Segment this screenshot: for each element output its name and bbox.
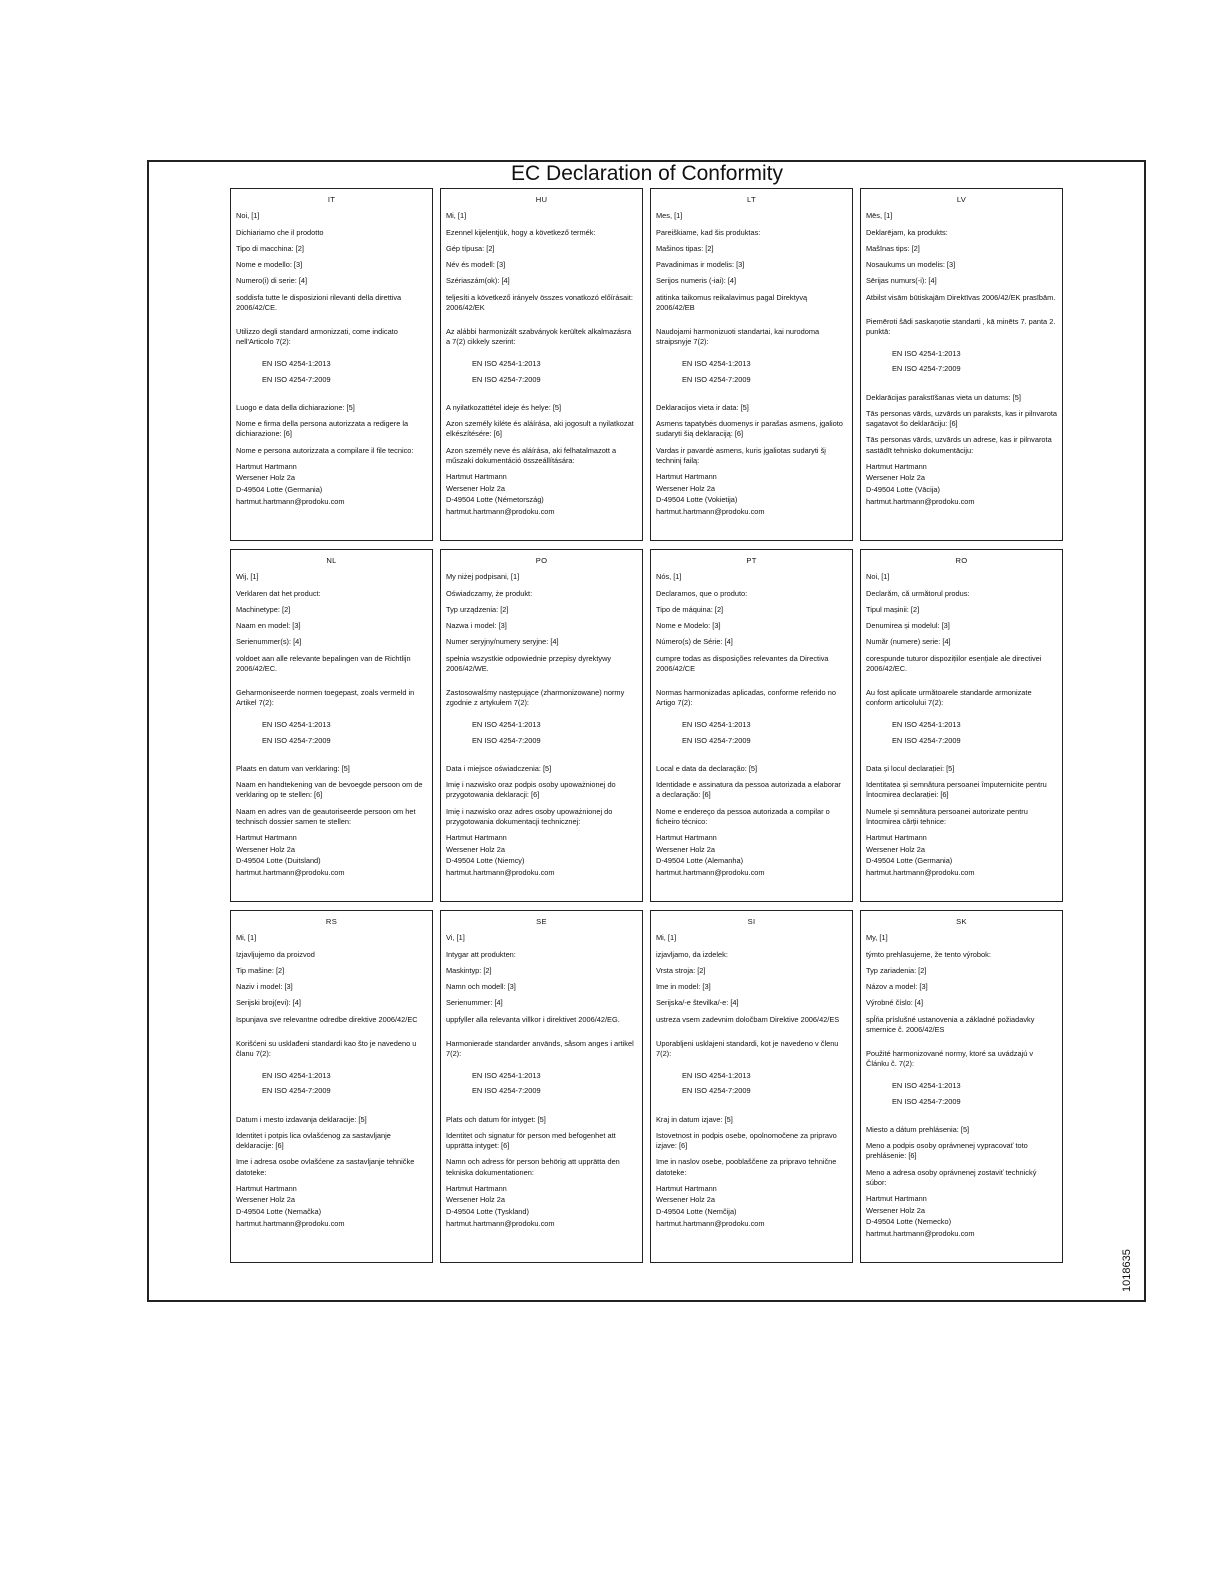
standard-item: EN ISO 4254-7:2009 bbox=[262, 735, 331, 745]
declaration-line: Identitet i potpis lica ovlašćenog za sastavljanje deklaracije: [6] bbox=[236, 1130, 391, 1151]
standard-item: EN ISO 4254-7:2009 bbox=[472, 374, 541, 384]
standards-list bbox=[866, 720, 1057, 745]
declaration-line: Harmonierade standarder används, såsom anges i artikel 7(2): bbox=[446, 1038, 634, 1058]
language-code: HU bbox=[535, 195, 548, 204]
declaration-line: Serijska/-e številka/-e: [4] bbox=[656, 998, 739, 1008]
contact-line: D-49504 Lotte (Alemanha) bbox=[656, 856, 744, 866]
language-code: LV bbox=[956, 195, 967, 204]
declaration-line: soddisfa tutte le disposizioni rilevanti della direttiva 2006/42/CE. bbox=[236, 292, 402, 312]
declaration-line: Zastosowalśmy następujące (zharmonizowane) normy zgodnie z artykułem 7(2): bbox=[446, 688, 625, 708]
declaration-line: Naam en model: [3] bbox=[236, 621, 301, 631]
standard-item: EN ISO 4254-7:2009 bbox=[472, 1086, 541, 1096]
contact-block bbox=[236, 462, 427, 507]
declaration-line: Nome e endereço da pessoa autorizada a compilar o ficheiro técnico: bbox=[656, 806, 830, 826]
contact-line: D-49504 Lotte (Németország) bbox=[446, 495, 544, 505]
contact-line: Hartmut Hartmann bbox=[866, 1193, 927, 1203]
contact-line: Hartmut Hartmann bbox=[446, 471, 507, 481]
standard-item: EN ISO 4254-1:2013 bbox=[472, 359, 541, 369]
standard-item: EN ISO 4254-7:2009 bbox=[682, 374, 751, 384]
declaration-line: voldoet aan alle relevante bepalingen van de Richtlijn 2006/42/EC. bbox=[236, 653, 411, 673]
contact-line: Wersener Holz 2a bbox=[656, 844, 716, 854]
declaration-line: Numero(i) di serie: [4] bbox=[236, 276, 308, 286]
contact-email: hartmut.hartmann@prodoku.com bbox=[656, 507, 765, 517]
declaration-line: Tip mašine: [2] bbox=[236, 965, 285, 975]
language-code: SI bbox=[747, 917, 756, 926]
standard-item: EN ISO 4254-7:2009 bbox=[262, 1086, 331, 1096]
declaration-line: Naziv i model: [3] bbox=[236, 982, 293, 992]
declaration-line: Nome e persona autorizzata a compilare il file tecnico: bbox=[236, 445, 414, 455]
standards-list bbox=[656, 359, 847, 384]
declaration-line: Tipul mașinii: [2] bbox=[866, 604, 920, 614]
declaration-line: Asmens tapatybės duomenys ir parašas asmens, įgalioto sudaryti šią deklaraciją: [6] bbox=[656, 419, 843, 439]
language-panel-nl bbox=[230, 549, 433, 902]
standards-list bbox=[236, 359, 427, 384]
declaration-line: Mašinos tipas: [2] bbox=[656, 243, 714, 253]
language-panel-pt bbox=[650, 549, 853, 902]
declaration-line: Local e data da declaração: [5] bbox=[656, 763, 758, 773]
declaration-line: Ispunjava sve relevantne odredbe direktive 2006/42/EC bbox=[236, 1014, 418, 1024]
contact-line: D-49504 Lotte (Nemecko) bbox=[866, 1217, 952, 1227]
declaration-line: Názov a model: [3] bbox=[866, 982, 928, 992]
language-panel-si bbox=[650, 910, 853, 1263]
standard-item: EN ISO 4254-1:2013 bbox=[682, 1071, 751, 1081]
language-panel-lt bbox=[650, 188, 853, 541]
language-code: IT bbox=[327, 195, 336, 204]
language-panels-grid bbox=[230, 188, 1058, 1296]
language-code: RS bbox=[325, 917, 338, 926]
declaration-line: Data și locul declarației: [5] bbox=[866, 763, 955, 773]
declaration-line: Geharmoniseerde normen toegepast, zoals vermeld in Artikel 7(2): bbox=[236, 688, 415, 708]
declaration-line: Meno a adresa osoby oprávnenej zostaviť technický súbor: bbox=[866, 1167, 1037, 1187]
contact-block bbox=[236, 1184, 427, 1229]
declaration-line: Nome e Modelo: [3] bbox=[656, 621, 721, 631]
declaration-line: Mēs, [1] bbox=[866, 211, 893, 221]
contact-line: Hartmut Hartmann bbox=[656, 471, 717, 481]
contact-line: D-49504 Lotte (Vācija) bbox=[866, 485, 940, 495]
declaration-line: Azon személy neve és aláírása, aki felhatalmazott a műszaki dokumentáció összeállítására: bbox=[446, 445, 617, 465]
contact-line: D-49504 Lotte (Germania) bbox=[866, 856, 953, 866]
declaration-line: Número(s) de Série: [4] bbox=[656, 637, 733, 647]
declaration-line: Identitet och signatur för person med befogenhet att upprätta intyget: [6] bbox=[446, 1130, 616, 1151]
declaration-line: Declaramos, que o produto: bbox=[656, 588, 748, 598]
contact-block bbox=[446, 472, 637, 517]
declaration-line: Normas harmonizadas aplicadas, conforme referido no Artigo 7(2): bbox=[656, 688, 836, 708]
declaration-line: Naudojami harmonizuoti standartai, kai nurodoma straipsnyje 7(2): bbox=[656, 327, 820, 347]
declaration-line: Kraj in datum izjave: [5] bbox=[656, 1114, 733, 1124]
contact-line: Hartmut Hartmann bbox=[656, 1183, 717, 1193]
standard-item: EN ISO 4254-7:2009 bbox=[892, 1096, 961, 1106]
declaration-line: Serijski broj(evi): [4] bbox=[236, 998, 301, 1008]
declaration-line: corespunde tuturor dispozițiilor esențiale ale directivei 2006/42/EC. bbox=[866, 653, 1042, 673]
declaration-line: Noi, [1] bbox=[866, 572, 890, 582]
declaration-line: Imię i nazwisko oraz podpis osoby upoważnionej do przygotowania deklaracji: [6] bbox=[446, 780, 616, 800]
declaration-line: Serienummer(s): [4] bbox=[236, 637, 302, 647]
declaration-line: Nazwa i model: [3] bbox=[446, 621, 507, 631]
declaration-line: Typ zariadenia: [2] bbox=[866, 965, 927, 975]
contact-email: hartmut.hartmann@prodoku.com bbox=[866, 868, 975, 878]
contact-line: Hartmut Hartmann bbox=[236, 832, 297, 842]
contact-line: Wersener Holz 2a bbox=[236, 1195, 296, 1205]
standard-item: EN ISO 4254-1:2013 bbox=[892, 349, 961, 359]
contact-block bbox=[656, 833, 847, 878]
declaration-line: Numele și semnătura persoanei autorizate pentru întocmirea cărții tehnice: bbox=[866, 806, 1028, 826]
contact-block bbox=[446, 833, 637, 878]
contact-line: Hartmut Hartmann bbox=[866, 832, 927, 842]
declaration-line: Namn och adress för person behörig att upprätta den tekniska dokumentationen: bbox=[446, 1157, 620, 1177]
declaration-line: A nyilatkozattétel ideje és helye: [5] bbox=[446, 402, 562, 412]
declaration-line: Mes, [1] bbox=[656, 211, 683, 221]
declaration-line: izjavljamo, da izdelek: bbox=[656, 949, 728, 959]
declaration-line: Plats och datum för intyget: [5] bbox=[446, 1114, 546, 1124]
declaration-line: Verklaren dat het product: bbox=[236, 588, 321, 598]
declaration-line: Serijos numeris (-iai): [4] bbox=[656, 276, 737, 286]
contact-line: D-49504 Lotte (Nemčija) bbox=[656, 1207, 737, 1217]
contact-line: Wersener Holz 2a bbox=[446, 483, 506, 493]
language-code: PT bbox=[746, 556, 757, 565]
contact-line: Hartmut Hartmann bbox=[866, 461, 927, 471]
standard-item: EN ISO 4254-1:2013 bbox=[262, 720, 331, 730]
declaration-line: Identitatea și semnătura persoanei împuternicite pentru întocmirea declarației: [6] bbox=[866, 780, 1047, 800]
declaration-line: Deklarējam, ka produkts: bbox=[866, 227, 948, 237]
declaration-line: uppfyller alla relevanta villkor i direktivet 2006/42/EG. bbox=[446, 1014, 620, 1024]
standard-item: EN ISO 4254-1:2013 bbox=[472, 720, 541, 730]
standards-list bbox=[866, 349, 1057, 374]
standards-list bbox=[446, 1071, 637, 1096]
declaration-line: Vrsta stroja: [2] bbox=[656, 965, 706, 975]
declaration-line: Maskintyp: [2] bbox=[446, 965, 492, 975]
declaration-line: Izjavljujemo da proizvod bbox=[236, 949, 315, 959]
declaration-line: Pavadinimas ir modelis: [3] bbox=[656, 260, 745, 270]
declaration-line: Sērijas numurs(-i): [4] bbox=[866, 276, 937, 286]
declaration-line: Ime in model: [3] bbox=[656, 982, 711, 992]
contact-email: hartmut.hartmann@prodoku.com bbox=[236, 1218, 345, 1228]
declaration-line: Imię i nazwisko oraz adres osoby upoważnionej do przygotowania dokumentacji technicznej: bbox=[446, 806, 613, 826]
declaration-line: Naam en handtekening van de bevoegde persoon om de verklaring op te stellen: [6] bbox=[236, 780, 423, 800]
document-number bbox=[1113, 1248, 1153, 1296]
declaration-line: Tipo de máquina: [2] bbox=[656, 604, 724, 614]
declaration-line: týmto prehlasujeme, že tento výrobok: bbox=[866, 949, 991, 959]
standard-item: EN ISO 4254-1:2013 bbox=[262, 359, 331, 369]
language-code: SE bbox=[536, 917, 547, 926]
contact-line: Wersener Holz 2a bbox=[446, 844, 506, 854]
declaration-line: Meno a podpis osoby oprávnenej vypracovať toto prehlásenie: [6] bbox=[866, 1141, 1028, 1161]
language-panel-lv bbox=[860, 188, 1063, 541]
language-panel-po bbox=[440, 549, 643, 902]
standards-list bbox=[866, 1081, 1057, 1106]
contact-line: Wersener Holz 2a bbox=[866, 1205, 926, 1215]
language-code: SK bbox=[956, 917, 967, 926]
standard-item: EN ISO 4254-1:2013 bbox=[682, 720, 751, 730]
declaration-line: Datum i mesto izdavanja deklaracije: [5] bbox=[236, 1114, 367, 1124]
declaration-line: Typ urządzenia: [2] bbox=[446, 604, 509, 614]
contact-line: Wersener Holz 2a bbox=[236, 473, 296, 483]
contact-block bbox=[656, 1184, 847, 1229]
contact-line: Wersener Holz 2a bbox=[866, 844, 926, 854]
contact-email: hartmut.hartmann@prodoku.com bbox=[446, 1218, 555, 1228]
declaration-line: Denumirea și modelul: [3] bbox=[866, 621, 950, 631]
contact-line: D-49504 Lotte (Nemačka) bbox=[236, 1207, 322, 1217]
contact-line: Hartmut Hartmann bbox=[446, 1183, 507, 1193]
declaration-line: Ime i adresa osobe ovlašćene za sastavljanje tehničke datoteke: bbox=[236, 1157, 415, 1177]
declaration-line: Atbilst visām būtiskajām Direktīvas 2006/42/EK prasībām. bbox=[866, 292, 1056, 302]
document-number-text: 1018635 bbox=[1121, 1249, 1133, 1292]
contact-email: hartmut.hartmann@prodoku.com bbox=[446, 868, 555, 878]
declaration-line: Data i miejsce oświadczenia: [5] bbox=[446, 763, 552, 773]
declaration-line: spełnia wszystkie odpowiednie przepisy dyrektywy 2006/42/WE. bbox=[446, 653, 612, 673]
contact-line: Wersener Holz 2a bbox=[656, 1195, 716, 1205]
contact-block bbox=[866, 462, 1057, 507]
standards-list bbox=[656, 720, 847, 745]
contact-line: D-49504 Lotte (Tyskland) bbox=[446, 1207, 529, 1217]
contact-line: D-49504 Lotte (Germania) bbox=[236, 485, 323, 495]
contact-line: Wersener Holz 2a bbox=[656, 483, 716, 493]
standard-item: EN ISO 4254-7:2009 bbox=[682, 1086, 751, 1096]
declaration-line: atitinka taikomus reikalavimus pagal Direktyvą 2006/42/EB bbox=[656, 292, 808, 312]
declaration-line: Korišćeni su usklađeni standardi kao što je navedeno u članu 7(2): bbox=[236, 1038, 417, 1058]
declaration-line: Declarăm, că următorul produs: bbox=[866, 588, 970, 598]
declaration-line: Tās personas vārds, uzvārds un paraksts, kas ir pilnvarota sagatavot šo deklarāciju: [6] bbox=[866, 408, 1058, 429]
declaration-line: Utilizzo degli standard armonizzati, come indicato nell'Articolo 7(2): bbox=[236, 327, 398, 347]
declaration-line: Použité harmonizované normy, ktoré sa uvádzajú v Článku č. 7(2): bbox=[866, 1049, 1034, 1069]
standard-item: EN ISO 4254-1:2013 bbox=[682, 359, 751, 369]
standards-list bbox=[446, 359, 637, 384]
contact-block bbox=[446, 1184, 637, 1229]
declaration-line: ustreza vsem zadevnim določbam Direktive 2006/42/ES bbox=[656, 1014, 840, 1024]
declaration-line: Noi, [1] bbox=[236, 211, 260, 221]
language-panel-rs bbox=[230, 910, 433, 1263]
declaration-line: Gép típusa: [2] bbox=[446, 243, 495, 253]
contact-email: hartmut.hartmann@prodoku.com bbox=[866, 496, 975, 506]
declaration-line: Tās personas vārds, uzvārds un adrese, kas ir pilnvarota sastādīt tehnisko dokumentāciju: bbox=[866, 435, 1052, 455]
contact-email: hartmut.hartmann@prodoku.com bbox=[236, 868, 345, 878]
declaration-line: Intygar att produkten: bbox=[446, 949, 516, 959]
declaration-line: Deklarācijas parakstīšanas vieta un datums: [5] bbox=[866, 392, 1021, 402]
standard-item: EN ISO 4254-7:2009 bbox=[472, 735, 541, 745]
contact-line: Hartmut Hartmann bbox=[446, 832, 507, 842]
language-code: RO bbox=[955, 556, 968, 565]
declaration-line: Număr (numere) serie: [4] bbox=[866, 637, 951, 647]
declaration-line: teljesíti a következő irányelv összes vonatkozó előírásait: 2006/42/EK bbox=[446, 292, 633, 312]
standard-item: EN ISO 4254-7:2009 bbox=[892, 364, 961, 374]
declaration-line: Deklaracijos vieta ir data: [5] bbox=[656, 402, 749, 412]
contact-block bbox=[656, 472, 847, 517]
page-title: EC Declaration of Conformity bbox=[511, 162, 783, 185]
standards-list bbox=[236, 720, 427, 745]
declaration-line: Luogo e data della dichiarazione: [5] bbox=[236, 402, 355, 412]
standards-list bbox=[236, 1071, 427, 1096]
declaration-line: Dichiariamo che il prodotto bbox=[236, 227, 324, 237]
declaration-line: Szériaszám(ok): [4] bbox=[446, 276, 510, 286]
contact-block bbox=[866, 1194, 1057, 1239]
contact-line: Wersener Holz 2a bbox=[236, 844, 296, 854]
standard-item: EN ISO 4254-7:2009 bbox=[682, 735, 751, 745]
contact-line: Wersener Holz 2a bbox=[446, 1195, 506, 1205]
contact-email: hartmut.hartmann@prodoku.com bbox=[656, 868, 765, 878]
declaration-line: cumpre todas as disposições relevantes da Directiva 2006/42/CE bbox=[656, 653, 829, 673]
contact-line: Hartmut Hartmann bbox=[236, 1183, 297, 1193]
declaration-line: Machinetype: [2] bbox=[236, 604, 291, 614]
declaration-line: Au fost aplicate următoarele standarde armonizate conform articolului 7(2): bbox=[866, 688, 1032, 708]
language-code: PO bbox=[535, 556, 548, 565]
declaration-line: Uporabljeni usklajeni standardi, kot je navedeno v členu 7(2): bbox=[656, 1038, 839, 1058]
declaration-line: Identidade e assinatura da pessoa autorizada a elaborar a declaração: [6] bbox=[656, 780, 841, 800]
declaration-line: Numer seryjny/numery seryjne: [4] bbox=[446, 637, 559, 647]
contact-email: hartmut.hartmann@prodoku.com bbox=[236, 496, 345, 506]
declaration-line: My niżej podpisani, [1] bbox=[446, 572, 520, 582]
language-panel-it bbox=[230, 188, 433, 541]
contact-email: hartmut.hartmann@prodoku.com bbox=[866, 1229, 975, 1239]
declaration-line: Piemēroti šādi saskaņotie standarti , kā minēts 7. panta 2. punktā: bbox=[866, 316, 1056, 336]
language-code: LT bbox=[747, 195, 756, 204]
language-code: NL bbox=[326, 556, 337, 565]
contact-line: D-49504 Lotte (Niemcy) bbox=[446, 856, 525, 866]
contact-block bbox=[866, 833, 1057, 878]
declaration-line: Ime in naslov osebe, pooblaščene za pripravo tehnične datoteke: bbox=[656, 1157, 837, 1177]
declaration-line: Tipo di macchina: [2] bbox=[236, 243, 304, 253]
contact-line: D-49504 Lotte (Duitsland) bbox=[236, 856, 321, 866]
declaration-line: Miesto a dátum prehlásenia: [5] bbox=[866, 1124, 970, 1134]
declaration-line: Istovetnost in podpis osebe, opolnomočene za pripravo izjave: [6] bbox=[656, 1130, 837, 1151]
contact-block bbox=[236, 833, 427, 878]
declaration-line: Vardas ir pavardė asmens, kuris įgaliotas sudaryti šį techninį failą: bbox=[656, 445, 826, 465]
standard-item: EN ISO 4254-1:2013 bbox=[892, 1081, 961, 1091]
contact-line: Wersener Holz 2a bbox=[866, 473, 926, 483]
standard-item: EN ISO 4254-1:2013 bbox=[472, 1071, 541, 1081]
contact-line: Hartmut Hartmann bbox=[656, 832, 717, 842]
declaration-line: Plaats en datum van verklaring: [5] bbox=[236, 763, 350, 773]
declaration-line: Pareiškiame, kad šis produktas: bbox=[656, 227, 761, 237]
contact-line: Hartmut Hartmann bbox=[236, 461, 297, 471]
declaration-line: My, [1] bbox=[866, 933, 888, 943]
standards-list bbox=[656, 1071, 847, 1096]
standards-list bbox=[446, 720, 637, 745]
standard-item: EN ISO 4254-1:2013 bbox=[892, 720, 961, 730]
standard-item: EN ISO 4254-7:2009 bbox=[262, 374, 331, 384]
language-panel-ro bbox=[860, 549, 1063, 902]
declaration-line: Mi, [1] bbox=[236, 933, 257, 943]
declaration-line: Mi, [1] bbox=[446, 211, 467, 221]
declaration-line: Nome e firma della persona autorizzata a redigere la dichiarazione: [6] bbox=[236, 419, 409, 439]
standard-item: EN ISO 4254-1:2013 bbox=[262, 1071, 331, 1081]
declaration-line: Mašīnas tips: [2] bbox=[866, 243, 920, 253]
declaration-line: spĺňa príslušné ustanovenia a základné požiadavky smernice č. 2006/42/ES bbox=[866, 1014, 1035, 1034]
declaration-line: Nome e modello: [3] bbox=[236, 260, 303, 270]
declaration-line: Ezennel kijelentjük, hogy a következő termék: bbox=[446, 227, 596, 237]
language-panel-hu bbox=[440, 188, 643, 541]
declaration-line: Vi, [1] bbox=[446, 933, 465, 943]
declaration-line: Nós, [1] bbox=[656, 572, 682, 582]
contact-line: D-49504 Lotte (Vokietija) bbox=[656, 495, 738, 505]
declaration-line: Wij, [1] bbox=[236, 572, 259, 582]
declaration-line: Serienummer: [4] bbox=[446, 998, 503, 1008]
standard-item: EN ISO 4254-7:2009 bbox=[892, 735, 961, 745]
language-panel-se bbox=[440, 910, 643, 1263]
declaration-line: Az alábbi harmonizált szabványok kerültek alkalmazásra a 7(2) cikkely szerint: bbox=[446, 327, 632, 347]
declaration-line: Mi, [1] bbox=[656, 933, 677, 943]
language-panel-sk bbox=[860, 910, 1063, 1263]
contact-email: hartmut.hartmann@prodoku.com bbox=[446, 507, 555, 517]
declaration-line: Namn och modell: [3] bbox=[446, 982, 516, 992]
declaration-line: Naam en adres van de geautoriseerde persoon om het technisch dossier samen te stellen: bbox=[236, 806, 416, 826]
declaration-line: Azon személy kiléte és aláírása, aki jogosult a nyilatkozat elkészítésére: [6] bbox=[446, 419, 634, 439]
declaration-line: Név és modell: [3] bbox=[446, 260, 506, 270]
declaration-line: Oświadczamy, że produkt: bbox=[446, 588, 533, 598]
contact-email: hartmut.hartmann@prodoku.com bbox=[656, 1218, 765, 1228]
declaration-line: Výrobné číslo: [4] bbox=[866, 998, 924, 1008]
declaration-line: Nosaukums un modelis: [3] bbox=[866, 260, 956, 270]
